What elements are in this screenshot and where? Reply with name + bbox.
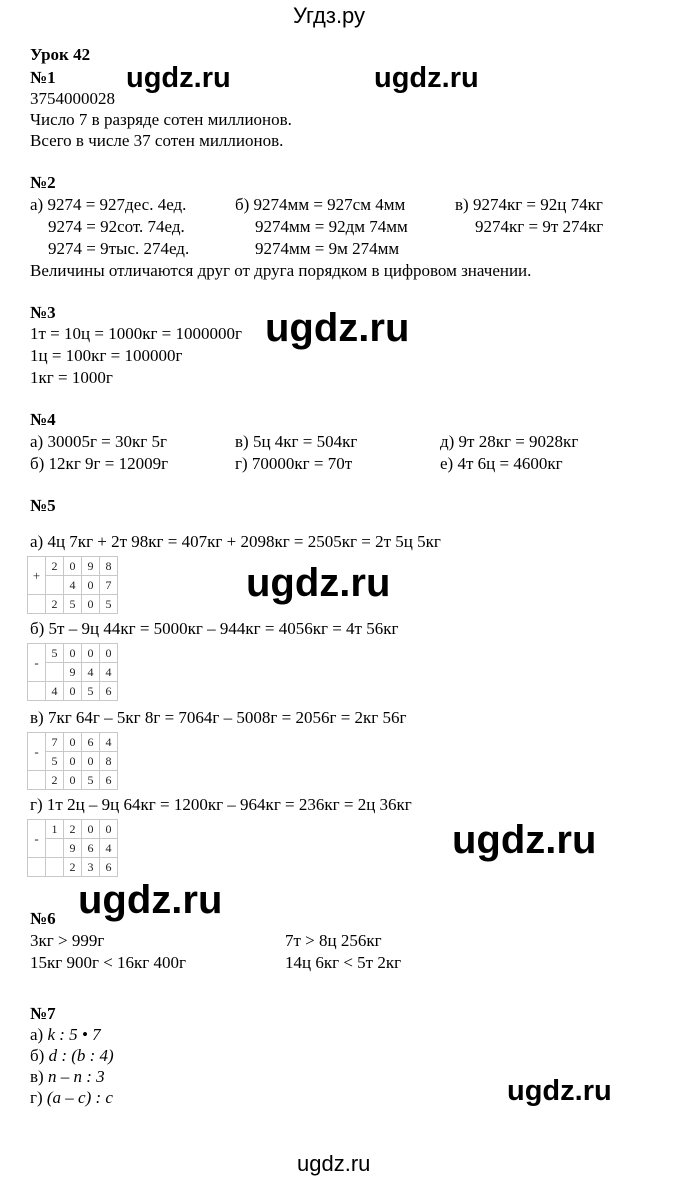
digit: 7 <box>100 576 118 595</box>
digit: 0 <box>64 752 82 771</box>
digit: 8 <box>100 752 118 771</box>
digit: 2 <box>46 595 64 614</box>
task-4-item: д) 9т 28кг = 9028кг <box>440 432 579 451</box>
task-5a-expression: а) 4ц 7кг + 2т 98кг = 407кг + 2098кг = 2505кг = 2т 5ц 5кг <box>30 532 441 551</box>
digit: 0 <box>82 752 100 771</box>
task-2-item: 9274 = 9тыс. 274ед. <box>48 239 190 258</box>
digit: 2 <box>46 557 64 576</box>
task-6-title: №6 <box>30 909 56 928</box>
task-2-item: 9274 = 92сот. 74ед. <box>48 217 185 236</box>
digit: 2 <box>64 858 82 877</box>
task-2-item: 9274кг = 9т 274кг <box>475 217 604 236</box>
operator: - <box>28 733 46 771</box>
task-1-title: №1 <box>30 68 56 87</box>
task-1-line: Всего в числе 37 сотен миллионов. <box>30 131 284 150</box>
digit: 0 <box>100 644 118 663</box>
digit: 0 <box>82 644 100 663</box>
digit <box>46 839 64 858</box>
digit: 0 <box>64 771 82 790</box>
digit <box>46 576 64 595</box>
task-2-item: б) 9274мм = 927см 4мм <box>235 195 406 214</box>
task-4-item: а) 30005г = 30кг 5г <box>30 432 167 451</box>
digit: 8 <box>100 557 118 576</box>
lesson-title: Урок 42 <box>30 45 91 64</box>
task-6-item: 15кг 900г < 16кг 400г <box>30 953 186 972</box>
task-7-item: в) n – n : 3 <box>30 1067 105 1086</box>
digit: 0 <box>82 595 100 614</box>
digit: 0 <box>64 557 82 576</box>
task-3-line: 1ц = 100кг = 100000г <box>30 346 183 365</box>
watermark: ugdz.ru <box>507 1075 612 1107</box>
task-5c-column-calc <box>27 732 118 790</box>
task-3-line: 1т = 10ц = 1000кг = 1000000г <box>30 324 242 343</box>
task-7-item: а) k : 5 • 7 <box>30 1025 101 1044</box>
digit: 9 <box>64 839 82 858</box>
task-2-item: 9274мм = 92дм 74мм <box>255 217 408 236</box>
task-2-item: в) 9274кг = 92ц 74кг <box>455 195 603 214</box>
digit: 0 <box>82 820 100 839</box>
task-7-item: г) (a – c) : c <box>30 1088 113 1107</box>
digit: 9 <box>64 663 82 682</box>
task-5-title: №5 <box>30 496 56 515</box>
task-1-line: 3754000028 <box>30 89 115 108</box>
task-4-item: е) 4т 6ц = 4600кг <box>440 454 563 473</box>
digit: 4 <box>82 663 100 682</box>
digit: 5 <box>82 682 100 701</box>
digit: 0 <box>82 576 100 595</box>
digit: 4 <box>46 682 64 701</box>
digit: 6 <box>82 733 100 752</box>
task-5d-column-calc <box>27 819 118 877</box>
digit: 6 <box>82 839 100 858</box>
task-2-title: №2 <box>30 173 56 192</box>
task-4-item: г) 70000кг = 70т <box>235 454 353 473</box>
digit: 4 <box>100 839 118 858</box>
digit: 9 <box>82 557 100 576</box>
digit: 4 <box>100 733 118 752</box>
task-2-item: 9274мм = 9м 274мм <box>255 239 400 258</box>
digit: 1 <box>46 820 64 839</box>
digit: 6 <box>100 682 118 701</box>
watermark: ugdz.ru <box>126 62 231 94</box>
digit: 5 <box>46 644 64 663</box>
task-2-note: Величины отличаются друг от друга порядком в цифровом значении. <box>30 261 532 280</box>
task-6-item: 7т > 8ц 256кг <box>285 931 382 950</box>
digit: 0 <box>64 733 82 752</box>
operator: - <box>28 644 46 682</box>
task-6-item: 14ц 6кг < 5т 2кг <box>285 953 402 972</box>
task-4-item: в) 5ц 4кг = 504кг <box>235 432 358 451</box>
digit: 5 <box>82 771 100 790</box>
task-2-item: а) 9274 = 927дес. 4ед. <box>30 195 187 214</box>
task-4-item: б) 12кг 9г = 12009г <box>30 454 169 473</box>
task-5b-expression: б) 5т – 9ц 44кг = 5000кг – 944кг = 4056кг = 4т 56кг <box>30 619 399 638</box>
digit: 0 <box>64 682 82 701</box>
operator: + <box>28 557 46 595</box>
digit: 5 <box>100 595 118 614</box>
task-1-line: Число 7 в разряде сотен миллионов. <box>30 110 292 129</box>
digit: 5 <box>46 752 64 771</box>
digit: 2 <box>46 771 64 790</box>
operator: - <box>28 820 46 858</box>
watermark: ugdz.ru <box>374 62 479 94</box>
task-7-item: б) d : (b : 4) <box>30 1046 114 1065</box>
digit: 6 <box>100 858 118 877</box>
task-3-line: 1кг = 1000г <box>30 368 113 387</box>
task-6-item: 3кг > 999г <box>30 931 105 950</box>
task-5b-column-calc <box>27 643 118 701</box>
digit: 2 <box>64 820 82 839</box>
watermark: ugdz.ru <box>78 878 223 922</box>
site-footer: ugdz.ru <box>297 1151 371 1176</box>
digit: 4 <box>64 576 82 595</box>
site-header: Угдз.ру <box>293 3 366 28</box>
task-5d-expression: г) 1т 2ц – 9ц 64кг = 1200кг – 964кг = 236кг = 2ц 36кг <box>30 795 412 814</box>
watermark: ugdz.ru <box>452 818 597 862</box>
digit: 3 <box>82 858 100 877</box>
digit: 0 <box>100 820 118 839</box>
digit: 7 <box>46 733 64 752</box>
task-5a-column-calc <box>27 556 118 614</box>
digit <box>46 858 64 877</box>
watermark: ugdz.ru <box>246 561 391 605</box>
digit: 4 <box>100 663 118 682</box>
digit: 0 <box>64 644 82 663</box>
task-5c-expression: в) 7кг 64г – 5кг 8г = 7064г – 5008г = 2056г = 2кг 56г <box>30 708 407 727</box>
watermark: ugdz.ru <box>265 306 410 350</box>
digit: 6 <box>100 771 118 790</box>
digit: 5 <box>64 595 82 614</box>
task-4-title: №4 <box>30 410 56 429</box>
task-3-title: №3 <box>30 303 56 322</box>
digit <box>46 663 64 682</box>
task-7-title: №7 <box>30 1004 56 1023</box>
